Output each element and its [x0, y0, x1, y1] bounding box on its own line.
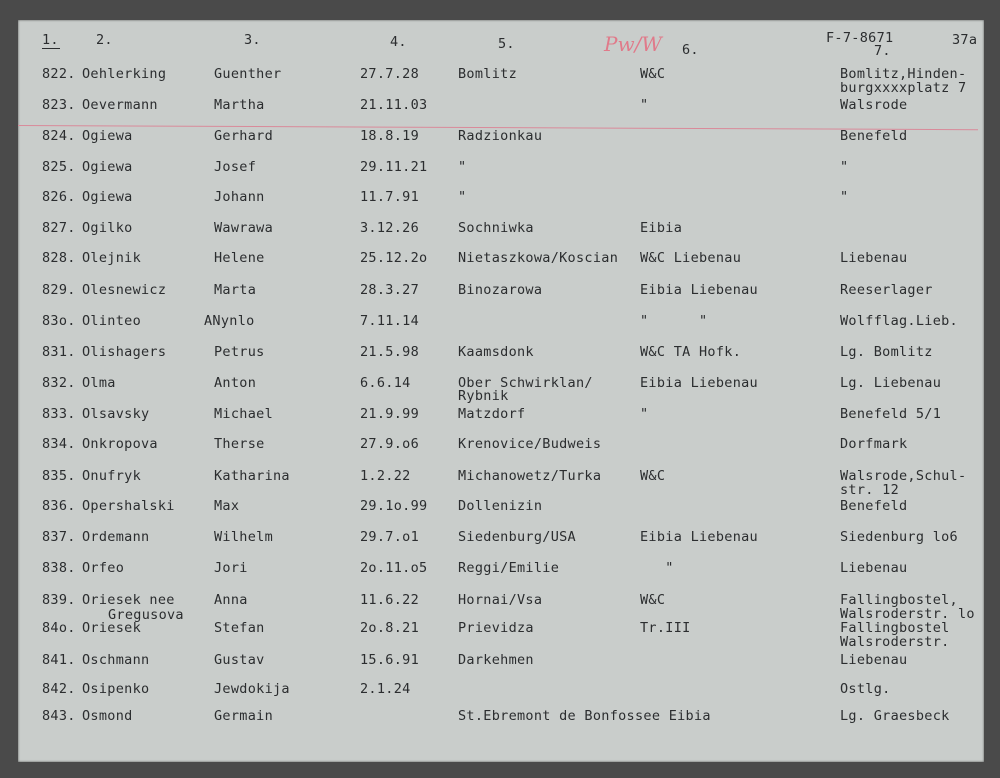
entry-number: 823. [42, 97, 76, 113]
first-name: Anna [214, 592, 248, 608]
employer: Eibia Liebenau [640, 529, 758, 545]
surname: Olesnewicz [82, 282, 167, 298]
address-line-2: Walsroderstr. lo [840, 606, 975, 622]
address: Liebenau [840, 652, 908, 668]
address: Bomlitz,Hinden- [840, 66, 967, 82]
birth-place: " [458, 159, 467, 175]
birth-place: Prievidza [458, 620, 534, 636]
surname: Olejnik [82, 250, 141, 266]
first-name: Helene [214, 250, 265, 266]
entry-number: 84o. [42, 620, 76, 636]
first-name: Michael [214, 406, 273, 422]
entry-number: 832. [42, 375, 76, 391]
birth-place: Radzionkau [458, 128, 543, 144]
birth-place: Nietaszkowa/Koscian [458, 250, 619, 266]
document-sheet [18, 20, 984, 762]
employer: W&C [640, 592, 666, 608]
birth-date: 29.1o.99 [360, 498, 428, 514]
surname: Ogiewa [82, 189, 133, 205]
entry-number: 836. [42, 498, 76, 514]
first-name: Germain [214, 708, 273, 724]
birth-place: Kaamsdonk [458, 344, 534, 360]
birth-place: Binozarowa [458, 282, 543, 298]
surname-line-2: Gregusova [108, 607, 184, 623]
entry-number: 833. [42, 406, 76, 422]
birth-place: Krenovice/Budweis [458, 436, 602, 452]
reference-number: F-7-8671 [826, 30, 894, 46]
birth-date: 27.9.o6 [360, 436, 419, 452]
first-name: Katharina [214, 468, 290, 484]
first-name: Marta [214, 282, 257, 298]
address: Walsrode,Schul- [840, 468, 967, 484]
first-name: Martha [214, 97, 265, 113]
address: Ostlg. [840, 681, 891, 697]
surname: Oevermann [82, 97, 158, 113]
header-col-5: 5. [498, 36, 515, 52]
address-line-2: burgxxxxplatz 7 [840, 80, 967, 96]
surname: Oehlerking [82, 66, 167, 82]
entry-number: 837. [42, 529, 76, 545]
address: " [840, 159, 849, 175]
birth-date: 29.7.o1 [360, 529, 419, 545]
address: " [840, 189, 849, 205]
address-line-2: Walsroderstr. [840, 634, 950, 650]
birth-place: Ober Schwirklan/ [458, 375, 593, 391]
first-name: Stefan [214, 620, 265, 636]
surname: Olishagers [82, 344, 167, 360]
first-name: Gustav [214, 652, 265, 668]
birth-date: 25.12.2o [360, 250, 428, 266]
entry-number: 841. [42, 652, 76, 668]
address: Liebenau [840, 560, 908, 576]
header-col-2: 2. [96, 32, 113, 48]
address: Wolfflag.Lieb. [840, 313, 958, 329]
birth-place: Darkehmen [458, 652, 534, 668]
employer: " [640, 560, 674, 576]
birth-date: 2o.8.21 [360, 620, 419, 636]
first-name: Jori [214, 560, 248, 576]
birth-date: 29.11.21 [360, 159, 428, 175]
first-name: Gerhard [214, 128, 273, 144]
birth-date: 21.9.99 [360, 406, 419, 422]
surname: Olma [82, 375, 116, 391]
birth-place-line-2: Rybnik [458, 388, 509, 404]
address: Lg. Bomlitz [840, 344, 933, 360]
header-underline [42, 48, 60, 49]
birth-date: 6.6.14 [360, 375, 411, 391]
address: Walsrode [840, 97, 908, 113]
employer: W&C TA Hofk. [640, 344, 742, 360]
page-number: 37a [952, 32, 978, 48]
entry-number: 834. [42, 436, 76, 452]
header-col-1: 1. [42, 32, 59, 48]
address: Siedenburg lo6 [840, 529, 958, 545]
first-name: Anton [214, 375, 257, 391]
address: Lg. Liebenau [840, 375, 942, 391]
surname: Osipenko [82, 681, 150, 697]
birth-date: 27.7.28 [360, 66, 419, 82]
first-name: Wawrawa [214, 220, 273, 236]
birth-date: 3.12.26 [360, 220, 419, 236]
birth-place: Dollenizin [458, 498, 543, 514]
birth-place: Bomlitz [458, 66, 517, 82]
employer: Eibia Liebenau [640, 282, 758, 298]
birth-place: Reggi/Emilie [458, 560, 560, 576]
first-name: Therse [214, 436, 265, 452]
address: Reeserlager [840, 282, 933, 298]
birth-date: 18.8.19 [360, 128, 419, 144]
address: Benefeld [840, 498, 908, 514]
header-col-3: 3. [244, 32, 261, 48]
birth-date: 2o.11.o5 [360, 560, 428, 576]
entry-number: 838. [42, 560, 76, 576]
address: Dorfmark [840, 436, 908, 452]
entry-number: 827. [42, 220, 76, 236]
first-name: Jewdokija [214, 681, 290, 697]
birth-place: St.Ebremont de Bonfossee Eibia [458, 708, 711, 724]
employer: " [640, 406, 649, 422]
entry-number: 822. [42, 66, 76, 82]
header-col-6: 6. [682, 42, 699, 58]
birth-place: " [458, 189, 467, 205]
address: Liebenau [840, 250, 908, 266]
birth-date: 2.1.24 [360, 681, 411, 697]
surname: Orfeo [82, 560, 125, 576]
surname: Ogiewa [82, 128, 133, 144]
entry-number: 829. [42, 282, 76, 298]
birth-date: 15.6.91 [360, 652, 419, 668]
first-name: Josef [214, 159, 257, 175]
surname: Olinteo [82, 313, 141, 329]
entry-number: 826. [42, 189, 76, 205]
entry-number: 843. [42, 708, 76, 724]
surname: Opershalski [82, 498, 175, 514]
birth-place: Hornai/Vsa [458, 592, 543, 608]
entry-number: 825. [42, 159, 76, 175]
birth-date: 7.11.14 [360, 313, 419, 329]
entry-number: 83o. [42, 313, 76, 329]
entry-number: 831. [42, 344, 76, 360]
address-line-2: str. 12 [840, 482, 899, 498]
employer: W&C [640, 66, 666, 82]
employer: W&C Liebenau [640, 250, 742, 266]
address: Benefeld 5/1 [840, 406, 942, 422]
pink-handwritten-mark: Pw/W [604, 32, 662, 56]
surname: Oriesek [82, 620, 141, 636]
birth-place: Siedenburg/USA [458, 529, 576, 545]
address: Fallingbostel, [840, 592, 958, 608]
employer: Eibia [640, 220, 683, 236]
birth-date: 1.2.22 [360, 468, 411, 484]
surname: Osmond [82, 708, 133, 724]
birth-date: 28.3.27 [360, 282, 419, 298]
header-col-4: 4. [390, 34, 407, 50]
address: Benefeld [840, 128, 908, 144]
entry-number: 835. [42, 468, 76, 484]
employer: W&C [640, 468, 666, 484]
surname: Ordemann [82, 529, 150, 545]
first-name: Guenther [214, 66, 282, 82]
birth-date: 11.7.91 [360, 189, 419, 205]
entry-number: 824. [42, 128, 76, 144]
surname: Onufryk [82, 468, 141, 484]
employer: Eibia Liebenau [640, 375, 758, 391]
header-col-7: 7. [874, 43, 891, 59]
birth-place: Sochniwka [458, 220, 534, 236]
employer: " [640, 97, 649, 113]
surname: Ogilko [82, 220, 133, 236]
birth-place: Michanowetz/Turka [458, 468, 602, 484]
surname: Oschmann [82, 652, 150, 668]
surname: Olsavsky [82, 406, 150, 422]
entry-number: 828. [42, 250, 76, 266]
address: Lg. Graesbeck [840, 708, 950, 724]
entry-number: 842. [42, 681, 76, 697]
surname: Ogiewa [82, 159, 133, 175]
first-name: Max [214, 498, 240, 514]
employer: Tr.III [640, 620, 691, 636]
first-name: Johann [214, 189, 265, 205]
birth-place: Matzdorf [458, 406, 526, 422]
first-name: Wilhelm [214, 529, 273, 545]
birth-date: 21.11.03 [360, 97, 428, 113]
surname: Onkropova [82, 436, 158, 452]
birth-date: 21.5.98 [360, 344, 419, 360]
entry-number: 839. [42, 592, 76, 608]
employer: " " [640, 313, 708, 329]
surname: Oriesek nee [82, 592, 175, 608]
address: Fallingbostel [840, 620, 950, 636]
first-name: Petrus [214, 344, 265, 360]
birth-date: 11.6.22 [360, 592, 419, 608]
first-name: ANynlo [204, 313, 255, 329]
